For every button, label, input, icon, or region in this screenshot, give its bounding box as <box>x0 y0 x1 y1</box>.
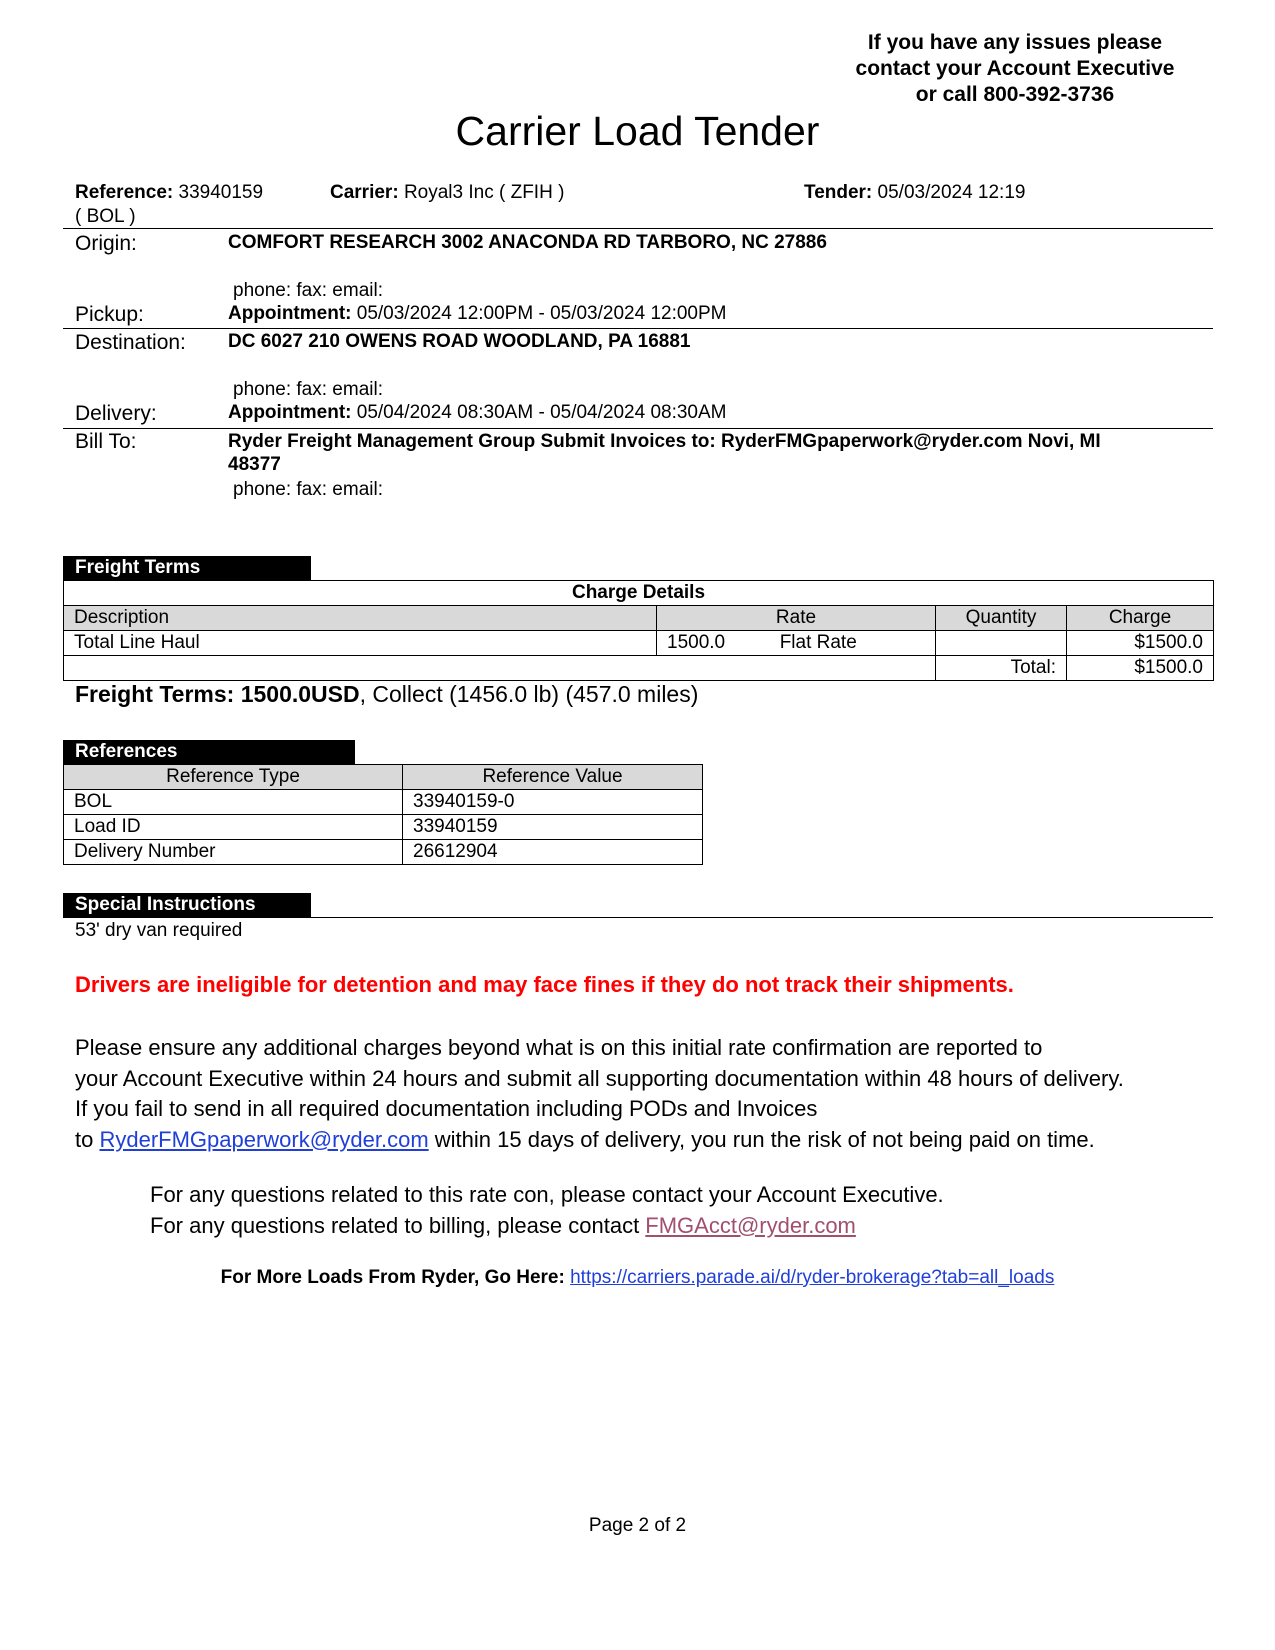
notice-line-3: If you fail to send in all required documentation including PODs and Invoices <box>75 1096 818 1121</box>
column-header-description: Description <box>64 606 657 631</box>
rate-value: 1500.0 <box>667 632 726 653</box>
charge-details-title: Charge Details <box>64 581 1214 606</box>
more-loads-link[interactable]: https://carriers.parade.ai/d/ryder-brokerage?tab=all_loads <box>570 1267 1055 1288</box>
divider <box>63 428 1213 429</box>
total-value: $1500.0 <box>1067 656 1214 681</box>
notice-line-4: to RyderFMGpaperwork@ryder.com within 15 days of delivery, you run the risk of not being paid on time. <box>75 1126 1095 1152</box>
carrier-label: Carrier: <box>330 182 399 203</box>
reference-label: Reference: <box>75 182 174 203</box>
divider <box>63 328 1213 329</box>
cell-rate <box>657 631 936 656</box>
bill-to-label: Bill To: <box>75 430 137 453</box>
destination-address: DC 6027 210 OWENS ROAD WOODLAND, PA 16881 <box>228 331 691 352</box>
freight-terms-tag: Freight Terms <box>63 556 311 580</box>
column-header-rate: Rate <box>657 606 936 631</box>
pickup-appointment-label: Appointment: <box>228 303 352 324</box>
page-title: Carrier Load Tender <box>455 108 820 154</box>
origin-address: COMFORT RESEARCH 3002 ANACONDA RD TARBORO, NC 27886 <box>228 232 827 253</box>
divider <box>63 228 1213 229</box>
charge-details-table <box>63 580 1214 681</box>
column-header-charge: Charge <box>1067 606 1214 631</box>
freight-terms-summary <box>75 681 698 708</box>
origin-label: Origin: <box>75 232 137 255</box>
notice-line-2: your Account Executive within 24 hours and submit all supporting documentation within 48 hours of delivery. <box>75 1065 1124 1091</box>
page-number: Page 2 of 2 <box>588 1515 687 1536</box>
destination-label: Destination: <box>75 331 186 354</box>
column-header-quantity: Quantity <box>936 606 1067 631</box>
paperwork-email-link[interactable]: RyderFMGpaperwork@ryder.com <box>99 1126 429 1152</box>
delivery-appointment-label: Appointment: <box>228 402 352 423</box>
special-instructions-tag: Special Instructions <box>63 893 311 917</box>
notice-line-1: Please ensure any additional charges beyond what is on this initial rate confirmation are reported to <box>75 1035 1043 1060</box>
table-row <box>64 815 703 840</box>
carrier-value: Royal3 Inc ( ZFIH ) <box>403 182 565 203</box>
bill-to-line-1: Ryder Freight Management Group Submit Invoices to: RyderFMGpaperwork@ryder.com Novi, MI <box>228 431 1101 452</box>
reference-value: 33940159 <box>178 182 264 203</box>
bill-to-line-2: 48377 <box>228 454 281 475</box>
tracking-warning: Drivers are ineligible for detention and may face fines if they do not track their shipments. <box>75 972 1014 997</box>
questions-notice <box>150 1180 944 1241</box>
total-label: Total: <box>936 656 1067 681</box>
divider <box>63 917 1213 918</box>
cell-reference-value: 33940159-0 <box>403 790 703 815</box>
delivery-appointment <box>228 402 727 424</box>
cell-reference-type: Delivery Number <box>64 840 403 865</box>
origin-contact: phone: fax: email: <box>233 280 383 301</box>
contact-note <box>830 30 1200 108</box>
more-loads <box>0 1267 1275 1289</box>
column-header-reference-value: Reference Value <box>403 765 703 790</box>
freight-terms-summary-rest: , Collect (1456.0 lb) (457.0 miles) <box>359 681 699 707</box>
table-row <box>64 631 1214 656</box>
table-row <box>64 790 703 815</box>
cell-reference-type: BOL <box>64 790 403 815</box>
tender-value: 05/03/2024 12:19 <box>877 182 1026 203</box>
pickup-appointment <box>228 303 727 325</box>
freight-terms-summary-bold: Freight Terms: 1500.0USD <box>75 681 360 707</box>
contact-line-1: If you have any issues please <box>867 31 1163 54</box>
questions-line-2: For any questions related to billing, please contact FMGAcct@ryder.com <box>150 1212 856 1238</box>
questions-line-1: For any questions related to this rate con, please contact your Account Executive. <box>150 1182 944 1207</box>
references-table <box>63 764 703 865</box>
total-row <box>64 656 1214 681</box>
cell-reference-value: 26612904 <box>403 840 703 865</box>
contact-line-3: or call 800-392-3736 <box>915 83 1115 106</box>
cell-reference-value: 33940159 <box>403 815 703 840</box>
tender-label: Tender: <box>804 182 873 203</box>
cell-quantity <box>936 631 1067 656</box>
tender-field <box>804 182 1025 204</box>
cell-charge: $1500.0 <box>1067 631 1214 656</box>
rate-type: Flat Rate <box>779 632 857 653</box>
references-tag: References <box>63 740 355 764</box>
billing-email-link[interactable]: FMGAcct@ryder.com <box>645 1212 856 1238</box>
pickup-appointment-value: 05/03/2024 12:00PM - 05/03/2024 12:00PM <box>356 303 727 324</box>
documentation-notice <box>75 1033 1124 1155</box>
delivery-label: Delivery: <box>75 402 157 425</box>
reference-field <box>75 182 263 204</box>
table-row <box>64 840 703 865</box>
more-loads-label: For More Loads From Ryder, Go Here: <box>220 1267 565 1288</box>
destination-contact: phone: fax: email: <box>233 379 383 400</box>
special-instructions-text: 53' dry van required <box>75 920 243 941</box>
pickup-label: Pickup: <box>75 303 144 326</box>
contact-line-2: contact your Account Executive <box>855 57 1175 80</box>
reference-type: ( BOL ) <box>75 206 136 227</box>
column-header-reference-type: Reference Type <box>64 765 403 790</box>
carrier-field <box>330 182 564 204</box>
cell-reference-type: Load ID <box>64 815 403 840</box>
delivery-appointment-value: 05/04/2024 08:30AM - 05/04/2024 08:30AM <box>356 402 727 423</box>
bill-to-contact: phone: fax: email: <box>233 479 383 500</box>
cell-description: Total Line Haul <box>64 631 657 656</box>
